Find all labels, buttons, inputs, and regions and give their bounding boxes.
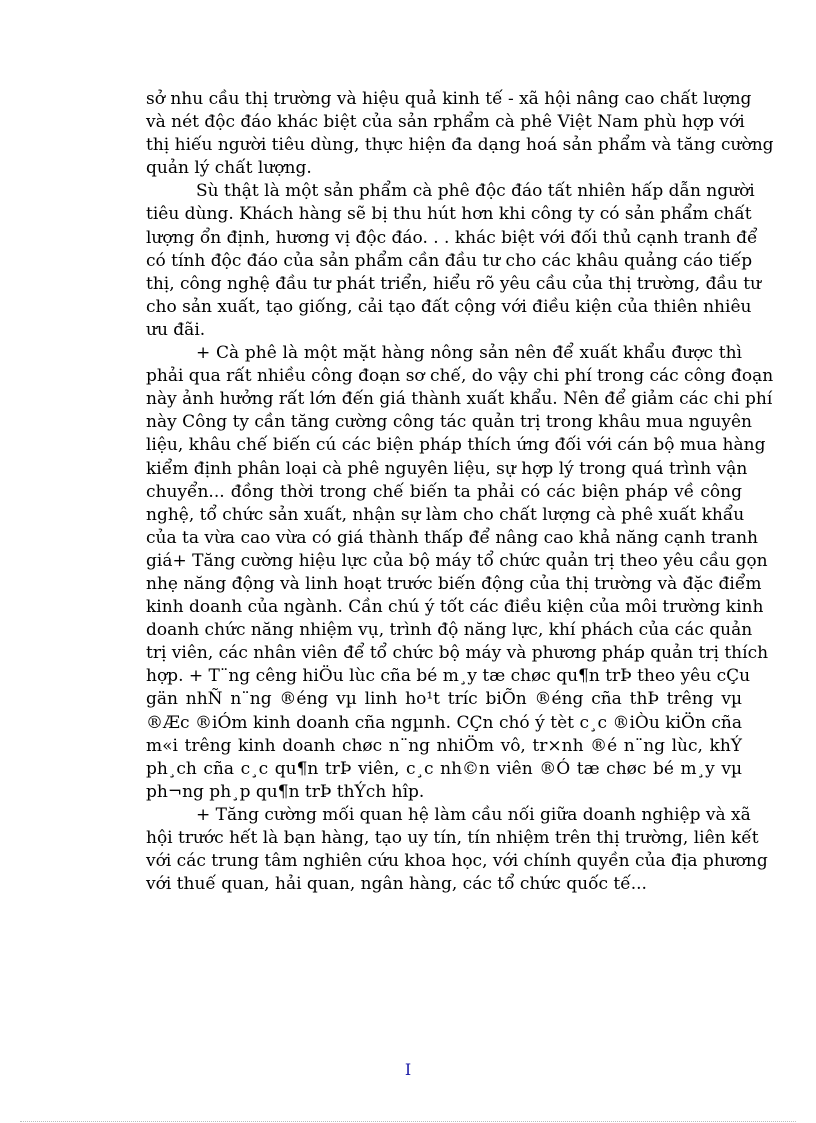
text-line: nhẹ năng động và linh hoạt trước biến động của thị trường và đặc điểm — [146, 573, 762, 594]
text-line: kiểm định phân loại cà phê nguyên liệu, sự hợp lý trong quá trình vận — [146, 458, 748, 479]
text-line: này Công ty cần tăng cường công tác quản trị trong khâu mua nguyên — [146, 412, 753, 433]
text-line: ®Æc ®iÓm kinh doanh cña ngµnh. CÇn chó ý tèt c¸c ®iÒu kiÖn cña — [146, 712, 742, 733]
text-line: m«i trêng kinh doanh chøc n¨ng nhiÖm vô, tr×nh ®é n¨ng lùc, khÝ — [146, 735, 742, 756]
text-line: với thuế quan, hải quan, ngân hàng, các tổ chức quốc tế... — [146, 874, 647, 895]
text-line: ph¸ch cña c¸c qu¶n trÞ viên, c¸c nh©n viên ®Ó tæ chøc bé m¸y vµ — [146, 758, 742, 779]
text-line: giá+ Tăng cường hiệu lực của bộ máy tổ chức quản trị theo yêu cầu gọn — [146, 550, 768, 571]
text-line: của ta vừa cao vừa có giá thành thấp để nâng cao khả năng cạnh tranh — [146, 527, 758, 548]
text-line: Sù thật là một sản phẩm cà phê độc đáo tất nhiên hấp dẫn người — [196, 181, 755, 202]
text-line: với các trung tâm nghiên cứu khoa học, với chính quyền của địa phương — [146, 851, 768, 872]
text-line: có tính độc đáo của sản phẩm cần đầu tư cho các khâu quảng cáo tiếp — [146, 250, 753, 271]
text-line: cho sản xuất, tạo giống, cải tạo đất cộng với điều kiện của thiên nhiêu — [146, 296, 752, 317]
body-text — [146, 88, 774, 896]
text-line: quản lý chất lượng. — [146, 158, 312, 179]
text-line: thị hiếu người tiêu dùng, thực hiện đa dạng hoá sản phẩm và tăng cường — [146, 135, 774, 156]
text-line: liệu, khâu chế biến cú các biện pháp thích ứng đối với cán bộ mua hàng — [146, 435, 766, 456]
text-line: sở nhu cầu thị trường và hiệu quả kinh tế - xã hội nâng cao chất lượng — [146, 89, 752, 109]
text-line: gän nhÑ n¨ng ®éng vµ linh ho¹t tríc biÕn ®éng cña thÞ trêng vµ — [146, 689, 742, 710]
text-line: này ảnh hưởng rất lớn đến giá thành xuất khẩu. Nên để giảm các chi phí — [146, 389, 773, 410]
text-line: doanh chức năng nhiệm vụ, trình độ năng lực, khí phách của các quản — [146, 620, 753, 641]
text-line: chuyển... đồng thời trong chế biến ta phải có các biện pháp về công — [146, 481, 742, 502]
text-line: và nét độc đáo khác biệt của sản rphẩm cà phê Việt Nam phù hợp với — [146, 112, 745, 133]
page-bottom-divider — [20, 1121, 796, 1122]
page-number: I — [404, 1060, 412, 1079]
text-line: ưu đãi. — [146, 319, 206, 340]
text-line: kinh doanh của ngành. Cần chú ý tốt các điều kiện của môi trường kinh — [146, 597, 764, 618]
text-line: lượng ổn định, hương vị độc đáo. . . khác biệt với đối thủ cạnh tranh để — [146, 227, 758, 248]
text-line: nghệ, tổ chức sản xuất, nhận sự làm cho chất lượng cà phê xuất khẩu — [146, 504, 745, 525]
text-line: phải qua rất nhiều công đoạn sơ chế, do vậy chi phí trong các công đoạn — [146, 366, 774, 387]
text-line: ph¬ng ph¸p qu¶n trÞ thÝch hîp. — [146, 781, 425, 802]
text-line: tiêu dùng. Khách hàng sẽ bị thu hút hơn khi công ty có sản phẩm chất — [146, 204, 752, 225]
text-line: + Tăng cường mối quan hệ làm cầu nối giữa doanh nghiệp và xã — [196, 804, 751, 825]
text-line: trị viên, các nhân viên để tổ chức bộ máy và phương pháp quản trị thích — [146, 643, 769, 664]
text-line: + Cà phê là một mặt hàng nông sản nên để xuất khẩu được thì — [196, 343, 742, 364]
text-line: hợp. + T¨ng cêng hiÖu lùc cña bé m¸y tæ chøc qu¶n trÞ theo yêu cÇu — [146, 666, 751, 687]
text-line: hội trước hết là bạn hàng, tạo uy tín, tín nhiệm trên thị trường, liên kết — [146, 828, 759, 848]
text-line: thị, công nghệ đầu tư phát triển, hiểu rõ yêu cầu của thị trường, đầu tư — [146, 273, 762, 294]
